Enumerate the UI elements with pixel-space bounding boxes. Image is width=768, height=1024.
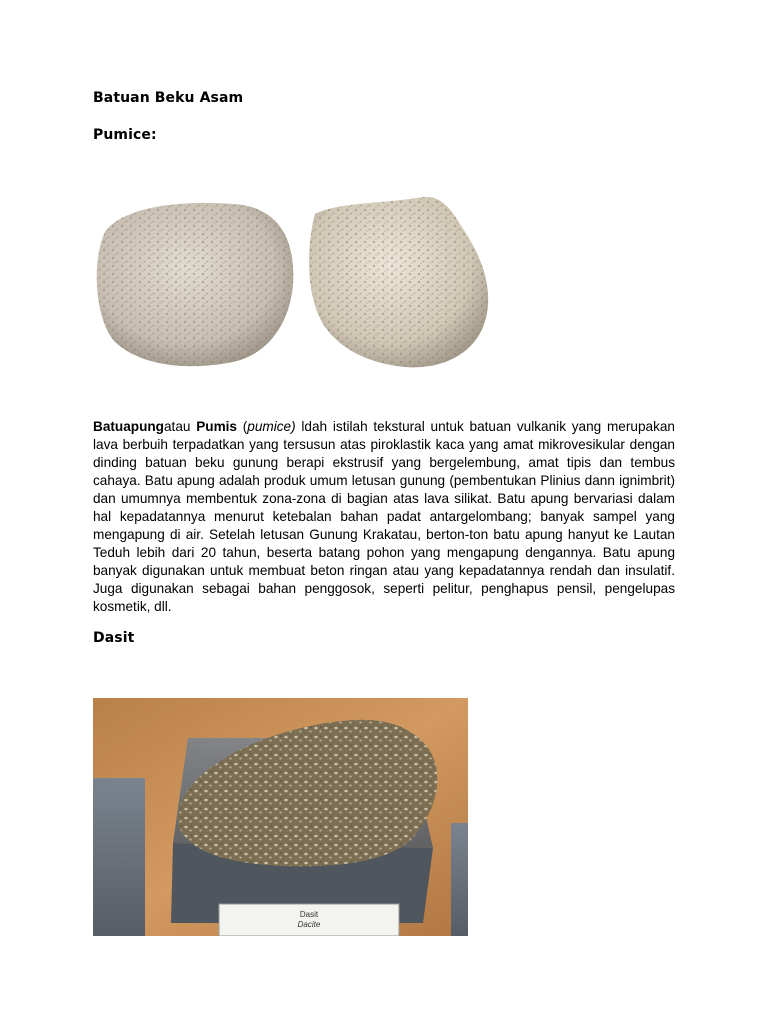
connector-text: atau bbox=[163, 419, 197, 434]
pumice-description bbox=[93, 418, 675, 616]
section-heading-dasit: Dasit bbox=[93, 630, 135, 646]
specimen-label-line2: Dacite bbox=[297, 920, 321, 929]
term-batuapung: Batuapung bbox=[93, 419, 164, 434]
document-title: Batuan Beku Asam bbox=[93, 90, 244, 106]
specimen-label-line1: Dasit bbox=[299, 910, 319, 919]
dacite-specimen-photo bbox=[93, 698, 468, 936]
paragraph-body: ldah istilah tekstural untuk batuan vulkanik yang merupakan lava berbuih terpadatkan yang tersusun atas piroklastik kaca yang amat mikrovesikular dengan dinding batuan beku gunung berapi ekstrusif yang bergelembung, amat tipis dan tembus cahaya. Batu apung adalah produk umum letusan gunung (pembentukan Plinius dann ignimbrit) dan umumnya membentuk zona-zona di bagian atas lava silikat. Batu apung bervariasi dalam hal kepadatannya menurut ketebalan bahan padat antargelombang; banyak sampel yang mengapung di air. Setelah letusan Gunung Krakatau, berton-ton batu apung hanyut ke Lautan Teduh lebih dari 20 tahun, beserta batang pohon yang mengapung dengannya. Batu apung banyak digunakan untuk membuat beton ringan atau yang kepadatannya rendah dan insulatif. Juga digunakan sebagai bahan penggosok, seperti pelitur, penghapus pensil, pengelupas kosmetik, dll. bbox=[93, 419, 675, 614]
term-pumice-italic: pumice) bbox=[247, 419, 296, 434]
section-heading-pumice: Pumice: bbox=[93, 127, 157, 143]
term-pumis: Pumis bbox=[196, 419, 237, 434]
pumice-stones-photo bbox=[93, 192, 498, 372]
open-paren: ( bbox=[237, 419, 248, 434]
